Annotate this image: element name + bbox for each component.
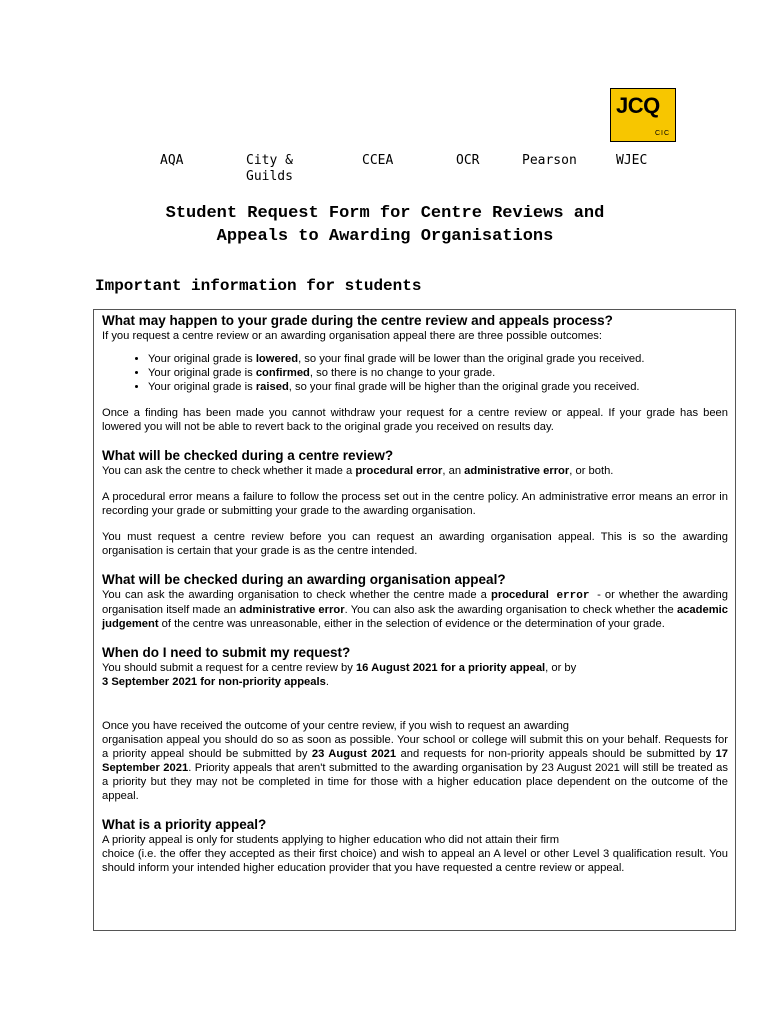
submit-deadline-paragraph: You should submit a request for a centre review by 16 August 2021 for a priority appeal, or by 3 September 2021 for non-priority appeals. <box>102 662 577 688</box>
org-aqa: AQA <box>160 153 184 168</box>
logo-subtext: CIC <box>654 130 670 137</box>
outcome-list <box>102 352 728 394</box>
outcome-confirmed: • Your original grade is confirmed, so there is no change to your grade. <box>148 366 728 380</box>
priority-appeal-paragraph: A priority appeal is only for students applying to higher education who did not attain their firm choice (i.e. the offer they accepted as their first choice) and wish to appeal an A level or other Level 3 qualification result. You should inform your intended higher education provider that you have requested a centre review or appeal. <box>102 834 728 874</box>
jcq-logo <box>610 88 676 142</box>
centre-review-heading: What will be checked during a centre review? <box>102 448 394 463</box>
page-title <box>60 202 710 248</box>
logo-text: JCQ <box>616 93 660 118</box>
grade-outcome-heading: What may happen to your grade during the centre review and appeals process? <box>102 313 613 328</box>
organisation-list <box>0 153 770 193</box>
grade-outcome-intro: If you request a centre review or an awarding organisation appeal there are three possible outcomes: <box>102 330 603 342</box>
ao-appeal-paragraph: You can ask the awarding organisation to check whether the centre made a procedural error - or whether the awarding organisation itself made an administrative error. You can also ask the awarding organisation to check whether the academic judgement of the centre was unreasonable, either in the selection of evidence or the determination of your grade. <box>102 589 728 630</box>
title-line-2: Appeals to Awarding Organisations <box>216 227 554 246</box>
centre-review-paragraph-1: You can ask the centre to check whether it made a procedural error, an administrative error, or both. <box>102 465 614 477</box>
priority-appeal-heading: What is a priority appeal? <box>102 817 267 832</box>
information-box <box>93 309 736 931</box>
outcome-raised: • Your original grade is raised, so your final grade will be higher than the original grade you received. <box>148 380 728 394</box>
org-ocr: OCR <box>456 153 480 168</box>
org-city-guilds: City & Guilds <box>246 153 293 184</box>
withdraw-paragraph: Once a finding has been made you cannot withdraw your request for a centre review or appeal. If your grade has been lowered you will not be able to revert back to the original grade you received on results day. <box>102 407 728 433</box>
outcome-lowered: • Your original grade is lowered, so your final grade will be lower than the original grade you received. <box>148 352 728 366</box>
section-subheading: Important information for students <box>95 277 422 295</box>
appeal-timing-paragraph: Once you have received the outcome of your centre review, if you wish to request an awarding organisation appeal you should do so as soon as possible. Your school or college will submit this on your behalf. Requests for a priority appeal should be submitted by 23 August 2021 and requests for non-priority appeals should be submitted by 17 September 2021. Priority appeals that aren't submitted to the awarding organisation by 23 August 2021 will still be treated as a priority but they may not be completed in time for those with a higher education place dependent on the outcome of the appeal. <box>102 720 728 802</box>
ao-appeal-heading: What will be checked during an awarding organisation appeal? <box>102 572 506 587</box>
centre-review-paragraph-3: You must request a centre review before you can request an awarding organisation appeal. This is so the awarding organisation is certain that your grade is as the centre intended. <box>102 531 728 557</box>
submit-request-heading: When do I need to submit my request? <box>102 645 351 660</box>
centre-review-paragraph-2: A procedural error means a failure to follow the process set out in the centre policy. An administrative error means an error in recording your grade or submitting your grade to the awarding organisation. <box>102 491 728 517</box>
org-pearson: Pearson <box>522 153 577 168</box>
org-wjec: WJEC <box>616 153 648 168</box>
org-ccea: CCEA <box>362 153 394 168</box>
title-line-1: Student Request Form for Centre Reviews and <box>165 204 605 223</box>
